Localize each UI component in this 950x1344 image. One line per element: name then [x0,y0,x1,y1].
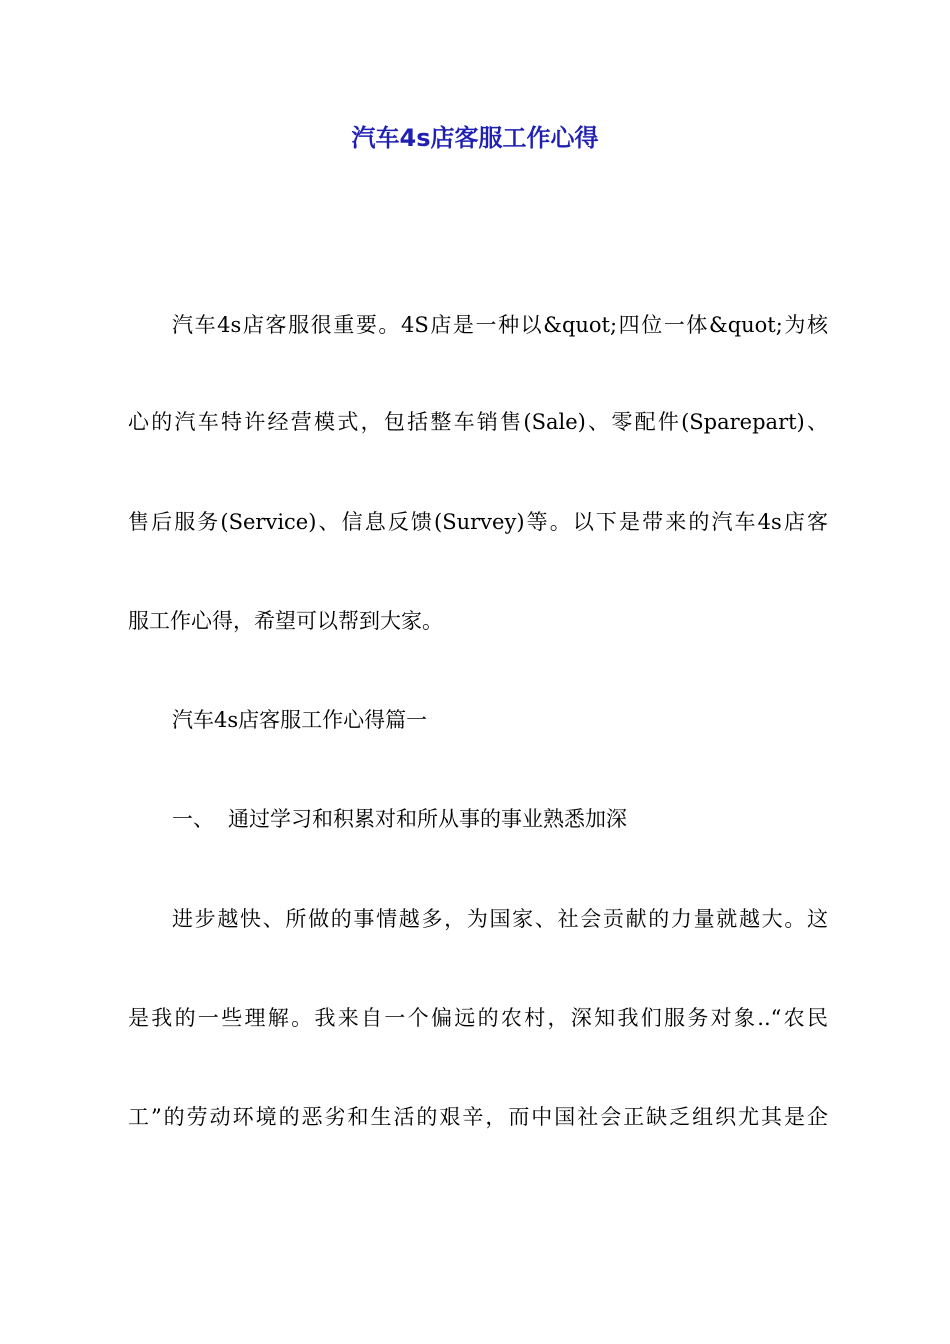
intro-line-4: 服工作心得，希望可以帮到大家。 [128,609,443,633]
subheading-number: 一、 [172,807,214,831]
subheading-text: 通过学习和积累对和所从事的事业熟悉加深 [228,807,627,831]
body-line-1: 进步越快、所做的事情越多，为国家、社会贡献的力量就越大。这 [172,907,828,931]
intro-line-2: 心的汽车特许经营模式，包括整车销售(Sale)、零配件(Sparepart)、 [128,410,828,434]
section-heading: 汽车4s店客服工作心得篇一 [172,708,428,732]
document-title: 汽车4s店客服工作心得 [351,124,599,152]
body-line-2: 是我的一些理解。我来自一个偏远的农村，深知我们服务对象..“农民 [128,1006,828,1030]
intro-line-1: 汽车4s店客服很重要。4S店是一种以&quot;四位一体&quot;为核 [172,313,828,337]
intro-line-3: 售后服务(Service)、信息反馈(Survey)等。以下是带来的汽车4s店客 [128,510,828,534]
body-line-3: 工”的劳动环境的恶劣和生活的艰辛，而中国社会正缺乏组织尤其是企 [128,1105,828,1129]
